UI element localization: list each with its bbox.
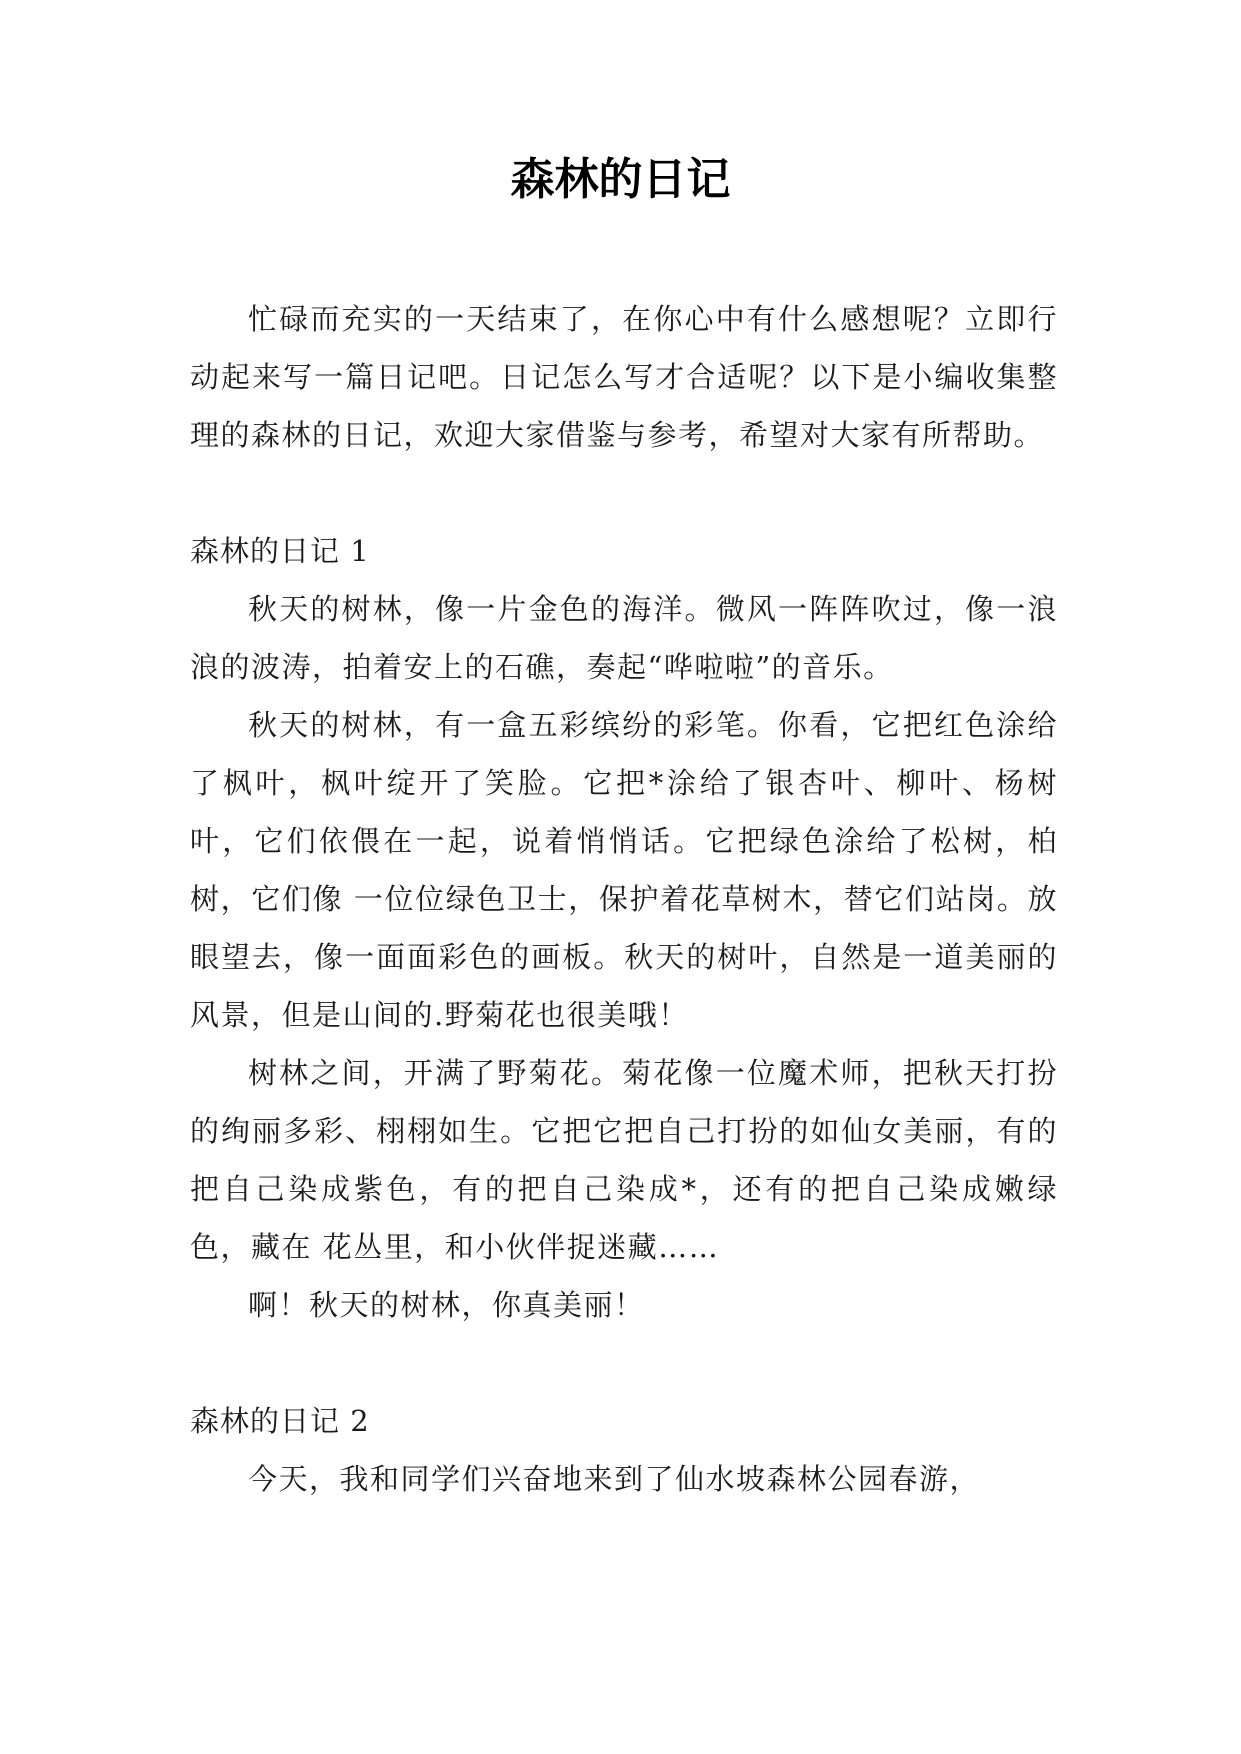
section-spacer	[190, 464, 1058, 522]
body-paragraph: 啊！秋天的树林，你真美丽！	[248, 1288, 645, 1322]
diary-section-1	[190, 522, 1058, 1334]
document-body	[190, 290, 1058, 1508]
document-title: 森林的日记	[510, 154, 731, 205]
intro-paragraph: 忙碌而充实的一天结束了，在你心中有什么感想呢？立即行动起来写一篇日记吧。日记怎么写才合适呢？以下是小编收集整理的森林的日记，欢迎大家借鉴与参考，希望对大家有所帮助。	[190, 302, 1058, 452]
section-heading: 森林的日记 1	[190, 534, 370, 568]
body-paragraph: 秋天的树林，像一片金色的海洋。微风一阵阵吹过，像一浪浪的波涛，拍着安上的石礁，奏起“哗啦啦”的音乐。	[190, 592, 1058, 684]
section-spacer	[190, 1334, 1058, 1392]
body-paragraph: 今天，我和同学们兴奋地来到了仙水坡森林公园春游，	[248, 1462, 981, 1496]
body-paragraph: 秋天的树林，有一盒五彩缤纷的彩笔。你看，它把红色涂给了枫叶，枫叶绽开了笑脸。它把*涂给了银杏叶、柳叶、杨树叶，它们依偎在一起，说着悄悄话。它把绿色涂给了松树，柏树，它们像 一位位绿色卫士，保护着花草树木，替它们站岗。放眼望去，像一面面彩色的画板。秋天的树叶，自然是一道美丽的风景，但是山间的.野菊花也很美哦！	[190, 708, 1058, 1032]
body-paragraph: 树林之间，开满了野菊花。菊花像一位魔术师，把秋天打扮的绚丽多彩、栩栩如生。它把它把自己打扮的如仙女美丽，有的把自己染成紫色，有的把自己染成*，还有的把自己染成嫩绿色，藏在 花丛里，和小伙伴捉迷藏……	[190, 1056, 1058, 1264]
diary-section-2	[190, 1392, 1058, 1508]
section-heading: 森林的日记 2	[190, 1404, 370, 1438]
